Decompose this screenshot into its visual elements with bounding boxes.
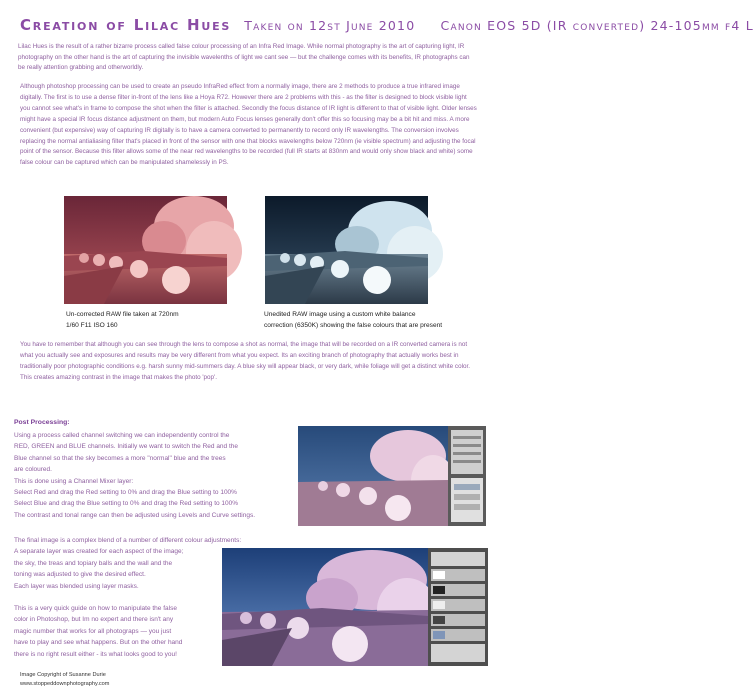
caption-uncorrected-line1: Un-corrected RAW file taken at 720nm bbox=[66, 311, 179, 318]
post-processing-heading: Post Processing: bbox=[14, 419, 70, 426]
intro-paragraph: Lilac Hues is the result of a rather bizarre process called false colour processing of an Infra Red Image. While normal photography is the art of capturing light, IR photography on the other hand is the art of capturing the invisible wavelenths of light we cant see — but the challenge comes with its benefits, IR photographs can be really attention grabbing and otherworldly. bbox=[18, 43, 470, 72]
guide-line: have to play and see what happens. But on the other hand bbox=[14, 639, 183, 647]
final-line: the sky, the treas and topiary balls and the wall and the bbox=[14, 559, 173, 567]
guide-line: there is no right result either - its what looks good to you! bbox=[14, 650, 177, 658]
caption-white-balanced-line1: Unedited RAW image using a custom white balance bbox=[264, 311, 416, 318]
post-line: The contrast and tonal range can then be adjusted using Levels and Curve settings. bbox=[14, 511, 256, 519]
post-line: Using a process called channel switching we can independently control the bbox=[14, 432, 230, 439]
post-line: Select Red and drag the Red setting to 0% and drag the Blue setting to 100% bbox=[14, 489, 237, 497]
final-line: Each layer was blended using layer masks. bbox=[14, 582, 139, 590]
copyright-text: Image Copyright of Susanne Durie bbox=[20, 672, 106, 678]
final-guide-note bbox=[14, 603, 224, 660]
post-line: This is done using a Channel Mixer layer: bbox=[14, 477, 134, 485]
post-processing-steps bbox=[14, 430, 304, 521]
layers-screenshot bbox=[222, 548, 488, 666]
taken-date: Taken on 12st June 2010 bbox=[244, 18, 416, 33]
final-line: A separate layer was created for each aspect of the image; bbox=[14, 548, 184, 556]
guide-line: color in Photoshop, but Im no expert and there isn't any bbox=[14, 616, 174, 624]
final-line: toning was adjusted to give the desired effect. bbox=[14, 571, 146, 579]
title-main: Creation of Lilac Hues bbox=[20, 16, 232, 34]
guide-line: magic number that works for all photograps — you just bbox=[14, 627, 172, 635]
post-line: are coloured. bbox=[14, 466, 52, 474]
website-link[interactable]: www.stoppeddownphotography.com bbox=[20, 681, 110, 687]
post-line: RED, GREEN and BLUE channels. Initially we want to switch the Red and the bbox=[14, 443, 238, 451]
post-line: Select Blue and drag the Blue setting to 0% and drag the Red setting to 100% bbox=[14, 500, 239, 508]
channel-mixer-image bbox=[298, 426, 486, 526]
uncorrected-raw-photo bbox=[64, 196, 227, 304]
caption-uncorrected-line2: 1/60 F11 ISO 160 bbox=[66, 322, 118, 329]
layers-image bbox=[222, 548, 488, 666]
caption-white-balanced-line2: correction (6350K) showing the false colours that are present bbox=[264, 322, 443, 329]
final-line: The final image is a complex blend of a number of different colour adjustments: bbox=[14, 537, 242, 544]
caption-white-balanced bbox=[264, 309, 489, 331]
uncorrected-raw-image bbox=[64, 196, 227, 304]
footer bbox=[20, 671, 109, 689]
caption-uncorrected bbox=[66, 309, 256, 331]
camera-info: Canon EOS 5D (IR converted) 24-105mm f4 L bbox=[440, 18, 754, 33]
channel-mixer-screenshot bbox=[298, 426, 486, 526]
guide-line: This is a very quick guide on how to manipulate the false bbox=[14, 605, 177, 612]
white-balanced-raw-image bbox=[265, 196, 428, 304]
post-line: Blue channel so that the sky becomes a more "normal" blue and the trees bbox=[14, 454, 226, 462]
page-title bbox=[20, 16, 754, 34]
exposure-paragraph: You have to remember that although you can see through the lens to compose a shot as normal, the image that will be recorded on a IR converted camera is not what you actually see and exposures and results may be very different from what you expect. Its an exciting branch of photography that actually works best in traditionally poor photographic conditions e.g. harsh sunny mid-summers day. A blue sky will appear black, or very dark, while foliage will get a distinct white color. This creates amazing contrast in the image that makes the photo 'pop'. bbox=[20, 341, 470, 381]
method-paragraph: Although photoshop processing can be used to create an pseudo InfraRed effect from a normally image, there are 2 methods to produce a true infrared image digitally. The first is to use a dense filter in-front of the lens like a Hoya R72. However there are 2 problems with this - as the filter is designed to block visible light you cannot see what's in frame to compose the shot when the filter is attached. Secondly the focus distance of IR light is different to that of visible light. Older lenses might have a special IR focus distance adjustment on them, but modern Auto Focus lenses generally don't offer this so focusing may be a bit hit and miss. A more convenient (but expensive) way of capturing IR digitally is to have a camera converted to permanently to record only IR wavelengths. The conversion involves replacing the normal antialiasing filter that's placed in front of the sensor with one that blocks wavelengths below 720nm (ie visible spectrum) and adjusting the focal point of the sensor. Because this filter allows some of the near red wavelengths to be recorded (full IR starts at 830nm and would only show black and white) some false colour can be captured which can be manipulated shamelessly in PS. bbox=[20, 83, 477, 167]
white-balanced-raw-photo bbox=[265, 196, 428, 304]
